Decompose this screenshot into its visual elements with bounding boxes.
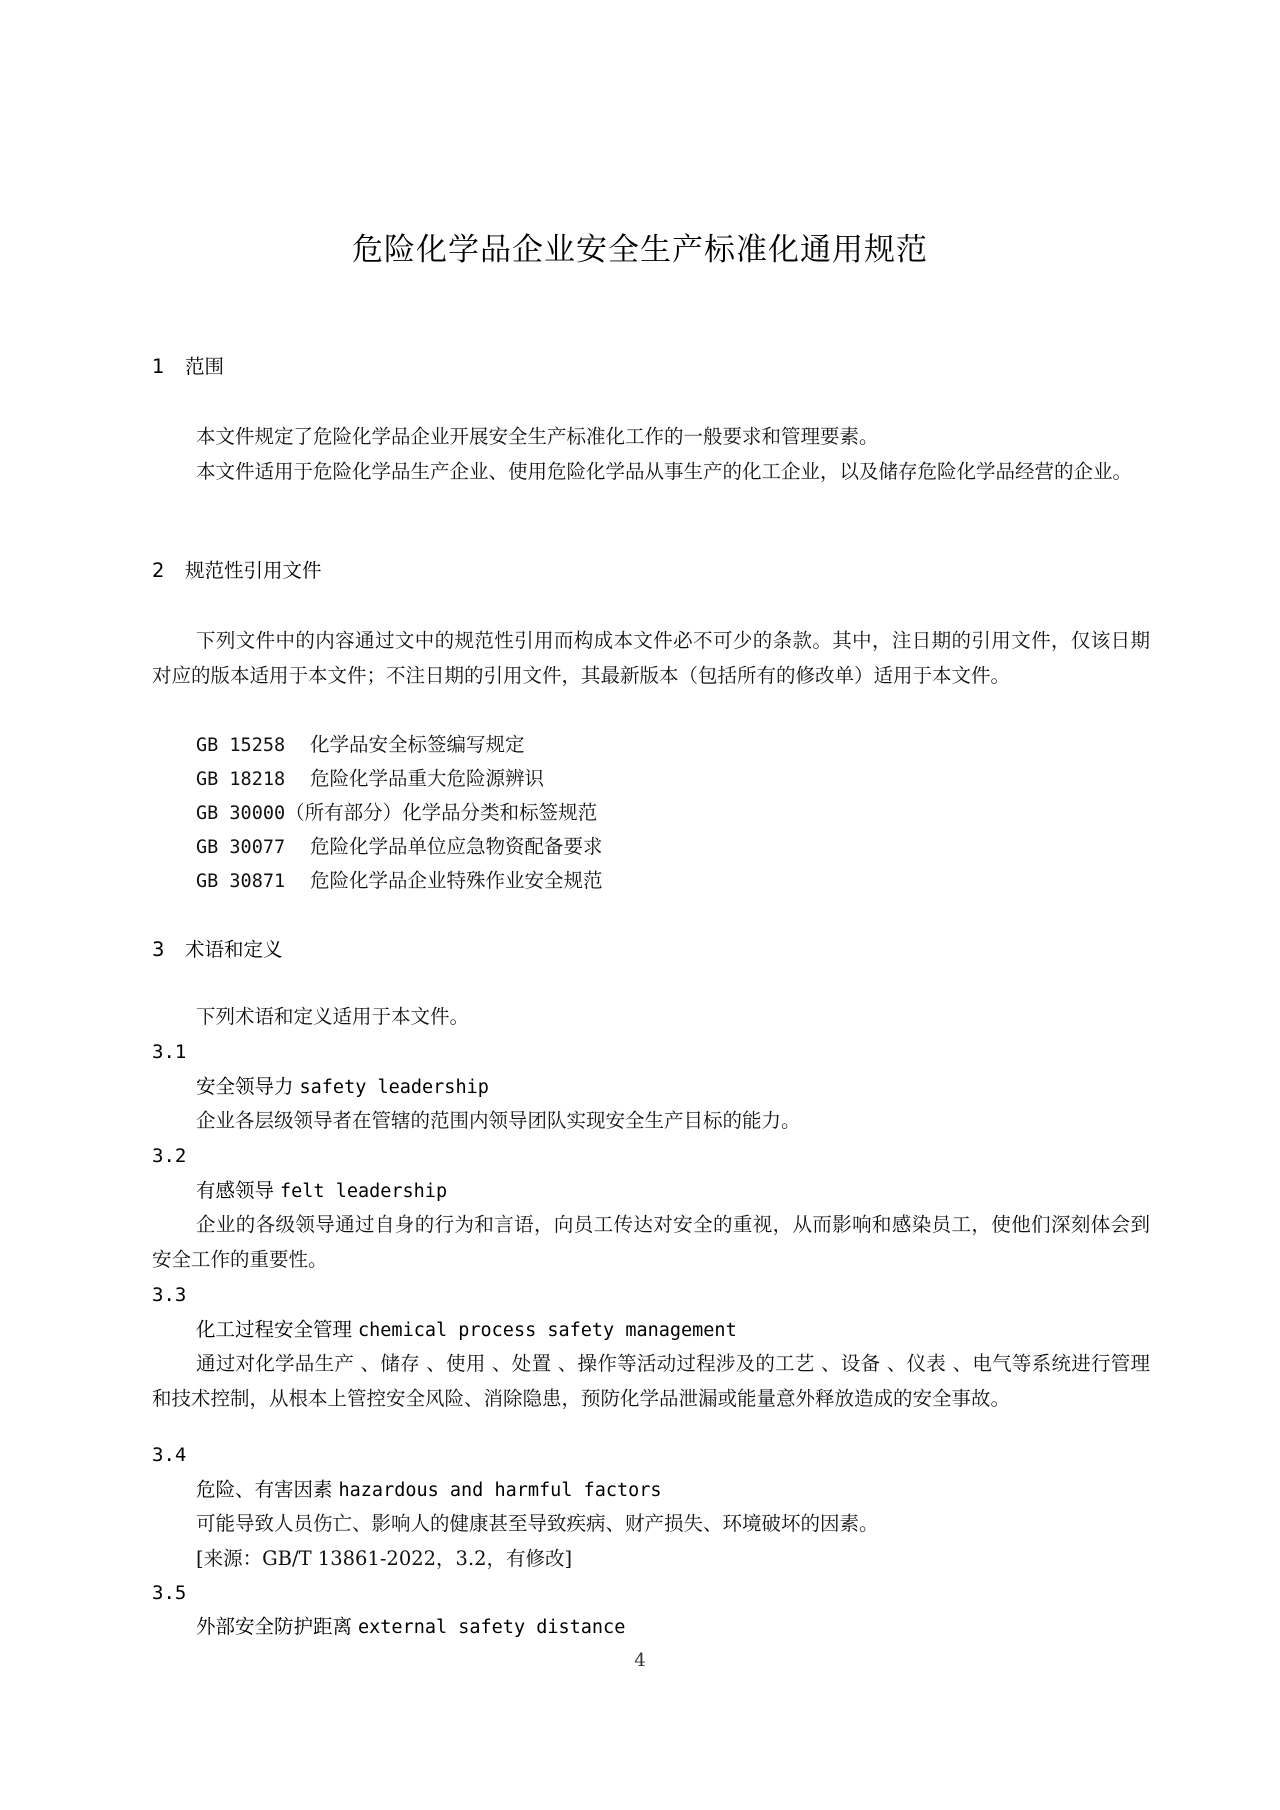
term-zh: 安全领导力 (196, 1075, 294, 1098)
term-title (196, 1176, 447, 1207)
reference-code: GB 15258 (196, 735, 286, 756)
term-title (196, 1475, 662, 1506)
reference-item (196, 866, 603, 897)
reference-title: 危险化学品企业特殊作业安全规范 (310, 869, 603, 892)
term-en: safety leadership (299, 1077, 489, 1098)
reference-item (196, 730, 525, 761)
section-title: 规范性引用文件 (185, 559, 322, 582)
reference-item (196, 764, 544, 795)
paragraph: 本文件适用于危险化学品生产企业、使用危险化学品从事生产的化工企业，以及储存危险化学品经营的企业。 (196, 460, 1133, 483)
term-definition: 企业的各级领导通过自身的行为和言语，向员工传达对安全的重视，从而影响和感染员工，使他们深刻体会到安全工作的重要性。 (152, 1213, 1150, 1271)
term-title (196, 1612, 625, 1643)
section-1-heading (152, 352, 224, 382)
reference-code: GB 30871 (196, 871, 286, 892)
term-zh: 危险、有害因素 (196, 1478, 333, 1501)
reference-code: GB 30000 (196, 803, 286, 824)
term-definition: 通过对化学品生产 、储存 、使用 、处置 、操作等活动过程涉及的工艺 、设备 、仪表 、电气等系统进行管理和技术控制，从根本上管控安全风险、消除隐患，预防化学品泄漏或能量意外释放造成的安全事故。 (152, 1352, 1150, 1410)
term-number: 3.1 (152, 1041, 187, 1063)
term-zh: 有感领导 (196, 1179, 275, 1202)
term-en: chemical process safety management (358, 1320, 737, 1341)
term-title (196, 1072, 489, 1103)
document-title: 危险化学品企业安全生产标准化通用规范 (352, 232, 928, 268)
term-definition: 可能导致人员伤亡、影响人的健康甚至导致疾病、财产损失、环境破坏的因素。 (196, 1512, 879, 1535)
reference-item (196, 832, 603, 863)
term-zh: 化工过程安全管理 (196, 1318, 353, 1341)
reference-code: GB 18218 (196, 769, 286, 790)
section-number: 2 (152, 559, 165, 582)
term-en: hazardous and harmful factors (338, 1480, 662, 1501)
section-title: 术语和定义 (185, 938, 283, 961)
term-source: [来源：GB/T 13861-2022，3.2，有修改] (196, 1547, 573, 1570)
term-number: 3.5 (152, 1582, 187, 1604)
term-en: external safety distance (358, 1617, 626, 1638)
section-3-heading (152, 935, 283, 965)
paragraph: 下列文件中的内容通过文中的规范性引用而构成本文件必不可少的条款。其中，注日期的引用文件，仅该日期对应的版本适用于本文件；不注日期的引用文件，其最新版本（包括所有的修改单）适用于本文件。 (152, 629, 1150, 687)
term-number: 3.3 (152, 1284, 187, 1306)
term-zh: 外部安全防护距离 (196, 1615, 353, 1638)
paragraph: 下列术语和定义适用于本文件。 (196, 1005, 470, 1028)
reference-code: GB 30077 (196, 837, 286, 858)
term-title (196, 1315, 737, 1346)
section-title: 范围 (185, 355, 225, 378)
reference-item (196, 798, 597, 829)
reference-title: 化学品安全标签编写规定 (310, 733, 525, 756)
reference-title: 危险化学品重大危险源辨识 (310, 767, 545, 790)
term-en: felt leadership (280, 1181, 448, 1202)
reference-title: 危险化学品单位应急物资配备要求 (310, 835, 603, 858)
page-number: 4 (634, 1650, 646, 1671)
section-2-heading (152, 556, 322, 586)
reference-title: （所有部分）化学品分类和标签规范 (285, 801, 598, 824)
term-number: 3.2 (152, 1145, 187, 1167)
term-number: 3.4 (152, 1444, 187, 1466)
section-number: 1 (152, 355, 165, 378)
paragraph: 本文件规定了危险化学品企业开展安全生产标准化工作的一般要求和管理要素。 (196, 425, 879, 448)
section-number: 3 (152, 938, 165, 961)
term-definition: 企业各层级领导者在管辖的范围内领导团队实现安全生产目标的能力。 (196, 1109, 801, 1132)
